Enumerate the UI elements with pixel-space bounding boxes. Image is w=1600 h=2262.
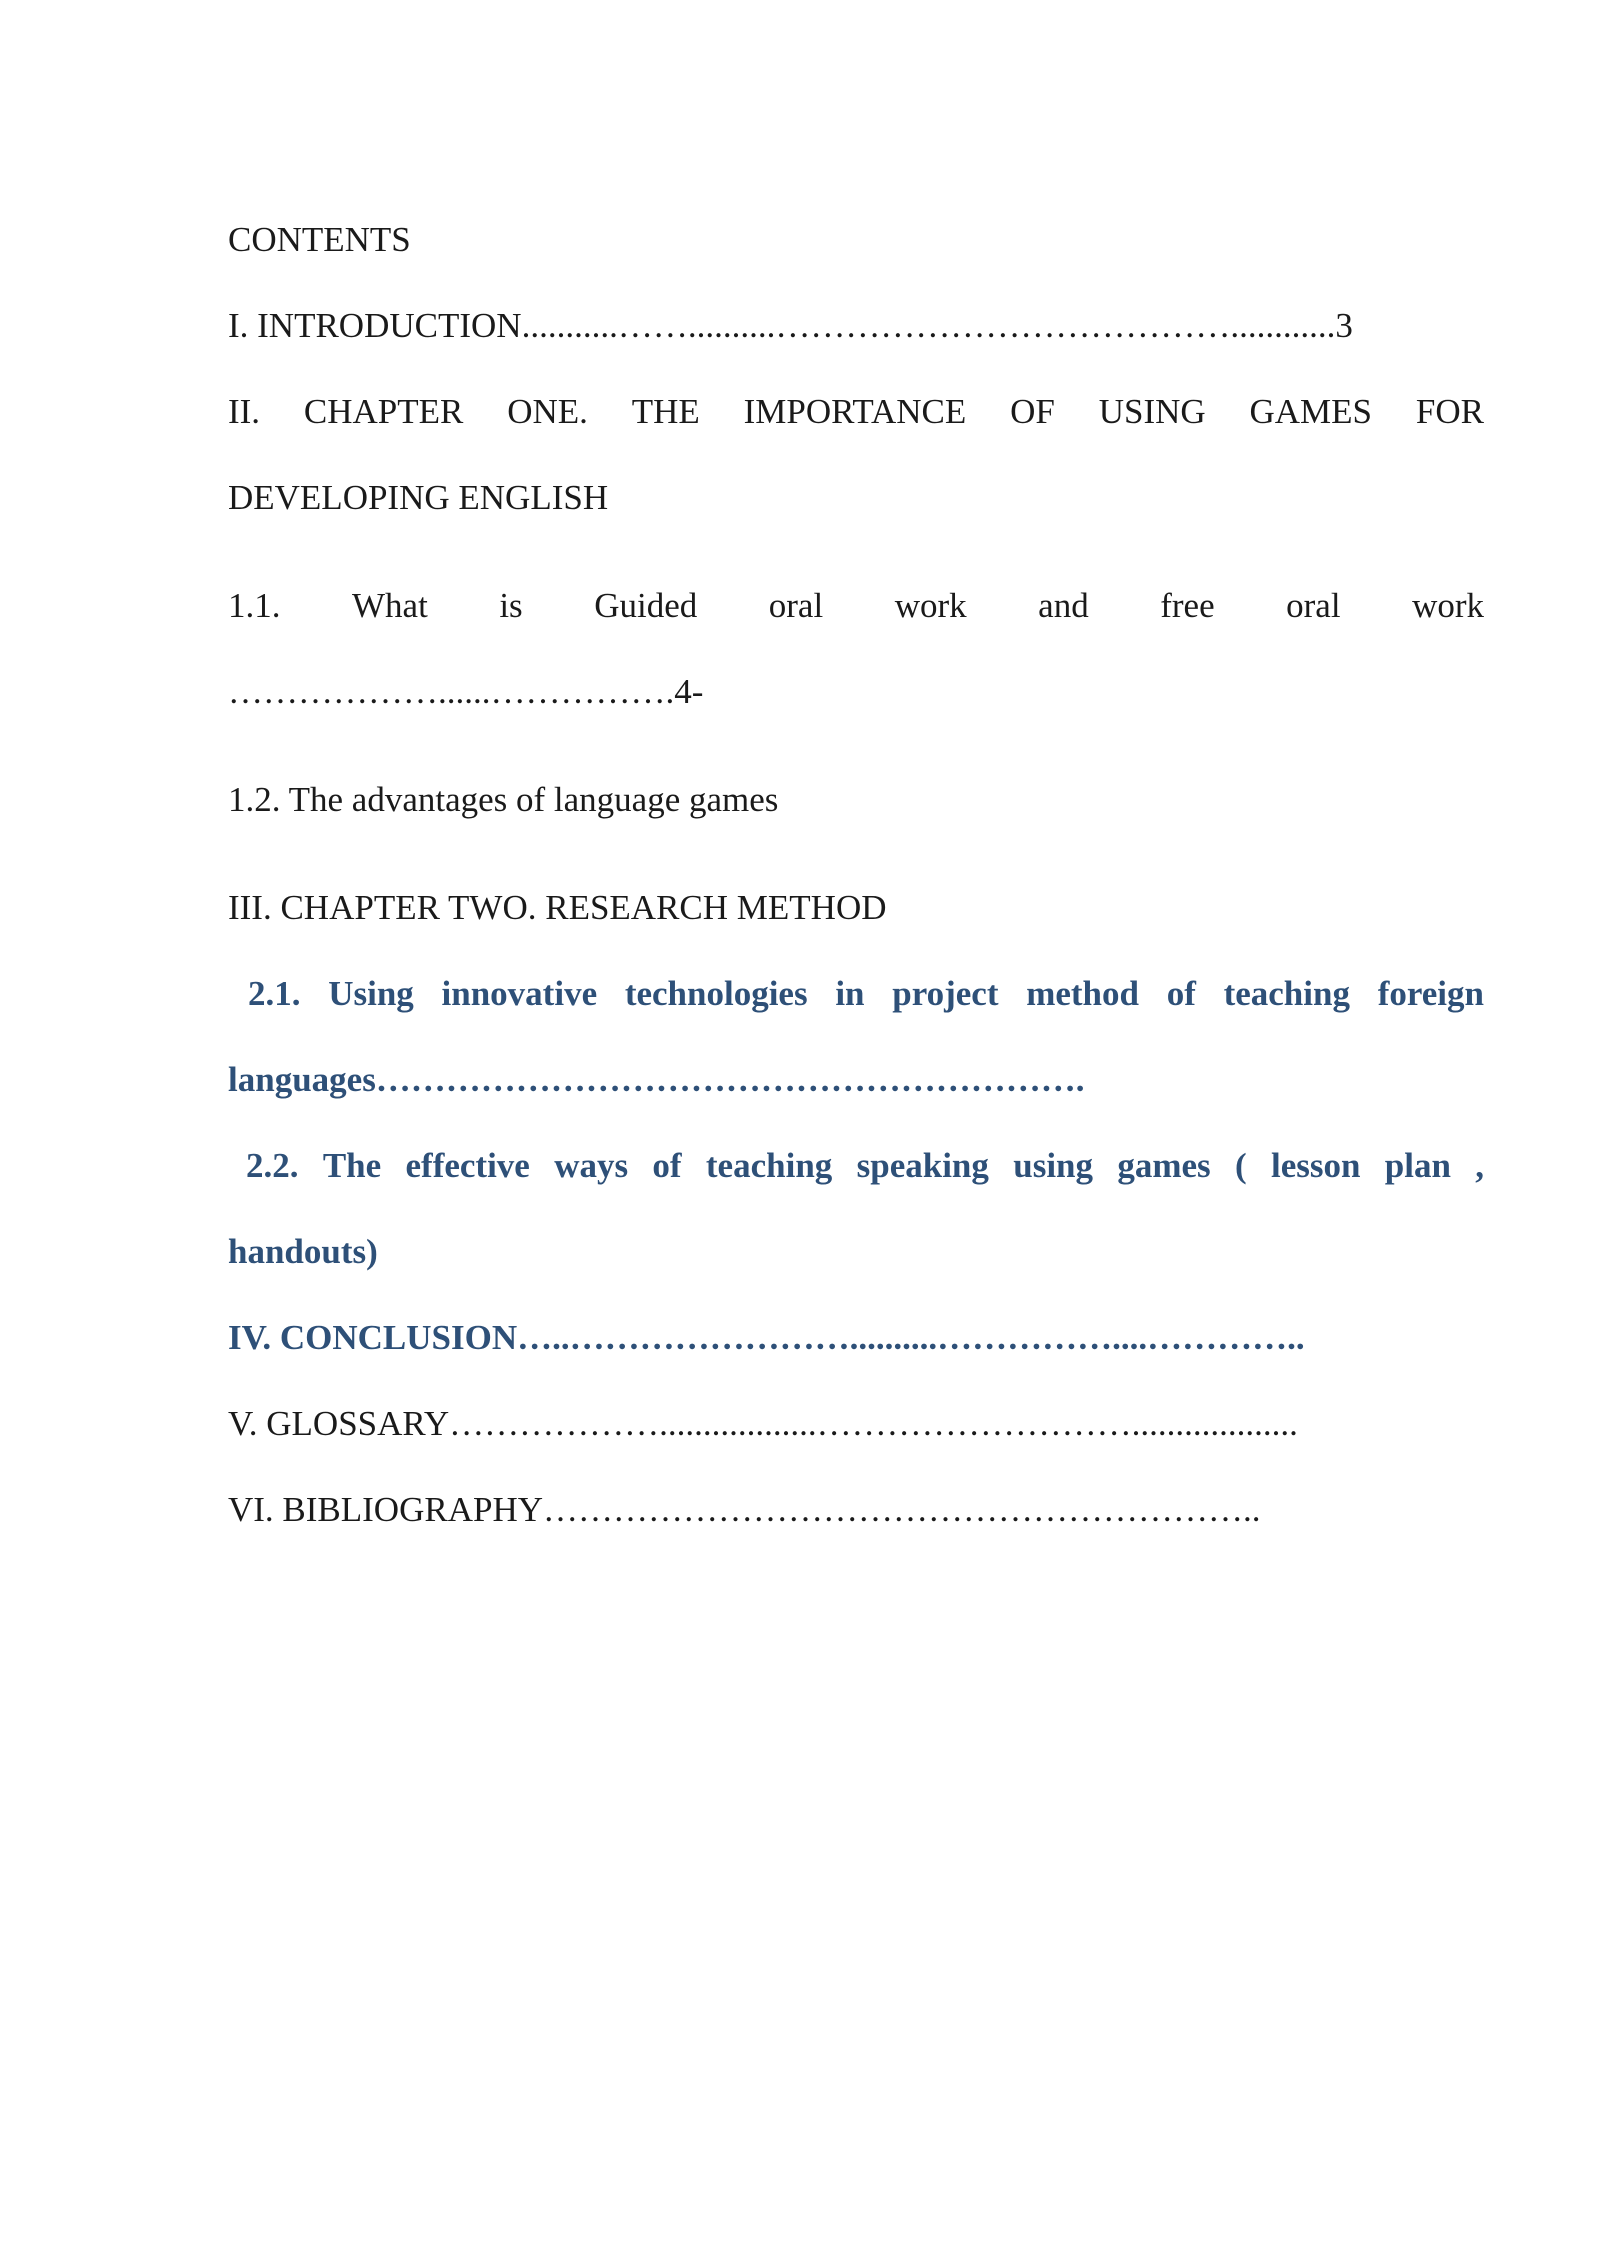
word: ONE. — [507, 392, 588, 431]
toc-entry-chapter-two: III. CHAPTER TWO. RESEARCH METHOD — [228, 888, 887, 927]
word: games — [1117, 1146, 1211, 1185]
toc-entry-bibliography: VI. BIBLIOGRAPHY…………………………………………………….. — [228, 1490, 1261, 1529]
word: in — [835, 974, 865, 1013]
word: innovative — [441, 974, 598, 1013]
contents-heading: CONTENTS — [228, 220, 411, 259]
word: of — [1166, 974, 1196, 1013]
toc-entry-2-2 — [246, 1143, 1484, 1189]
word: project — [892, 974, 999, 1013]
toc-entry-1-1-continued: ………………......…………….4- — [228, 672, 704, 711]
word: Using — [328, 974, 414, 1013]
word: foreign — [1377, 974, 1484, 1013]
toc-entry-1-1 — [228, 583, 1484, 629]
word: method — [1026, 974, 1139, 1013]
toc-entry-1-2: 1.2. The advantages of language games — [228, 780, 779, 819]
document-page — [228, 0, 1484, 2262]
word: THE — [631, 392, 700, 431]
word: FOR — [1415, 392, 1484, 431]
word: work — [1412, 586, 1484, 625]
toc-entry-chapter-one — [228, 389, 1484, 435]
word: lesson — [1270, 1146, 1361, 1185]
word: is — [499, 586, 523, 625]
word: oral — [768, 586, 824, 625]
word: USING — [1098, 392, 1206, 431]
word: 1.1. — [228, 586, 281, 625]
toc-entry-2-2-continued: handouts) — [228, 1232, 378, 1271]
word: of — [652, 1146, 682, 1185]
word: and — [1038, 586, 1089, 625]
word: , — [1475, 1146, 1484, 1185]
word: The — [322, 1146, 382, 1185]
word: 2.2. — [246, 1146, 299, 1185]
word: oral — [1286, 586, 1341, 625]
word: IMPORTANCE — [743, 392, 967, 431]
toc-entry-chapter-one-continued: DEVELOPING ENGLISH — [228, 478, 609, 517]
word: GAMES — [1249, 392, 1373, 431]
word: teaching — [1223, 974, 1350, 1013]
word: OF — [1010, 392, 1055, 431]
word: II. — [228, 392, 261, 431]
word: 2.1. — [248, 974, 301, 1013]
word: teaching — [705, 1146, 833, 1185]
word: speaking — [856, 1146, 989, 1185]
toc-entry-2-1 — [248, 971, 1484, 1017]
word: technologies — [624, 974, 808, 1013]
word: Guided — [594, 586, 698, 625]
word: using — [1013, 1146, 1094, 1185]
word: ways — [554, 1146, 629, 1185]
word: plan — [1384, 1146, 1451, 1185]
word: ( — [1234, 1146, 1247, 1185]
word: free — [1160, 586, 1215, 625]
word: What — [352, 586, 428, 625]
toc-entry-introduction: I. INTRODUCTION...........……..........…………………………………............3 — [228, 306, 1353, 345]
word: effective — [405, 1146, 530, 1185]
word: CHAPTER — [303, 392, 464, 431]
word: work — [894, 586, 967, 625]
toc-entry-conclusion: IV. CONCLUSION…..……………………..........……………....………….. — [228, 1318, 1305, 1357]
toc-entry-glossary: V. GLOSSARY………………..................………………………................... — [228, 1404, 1298, 1443]
toc-entry-2-1-continued: languages……………………………………………………. — [228, 1060, 1085, 1099]
